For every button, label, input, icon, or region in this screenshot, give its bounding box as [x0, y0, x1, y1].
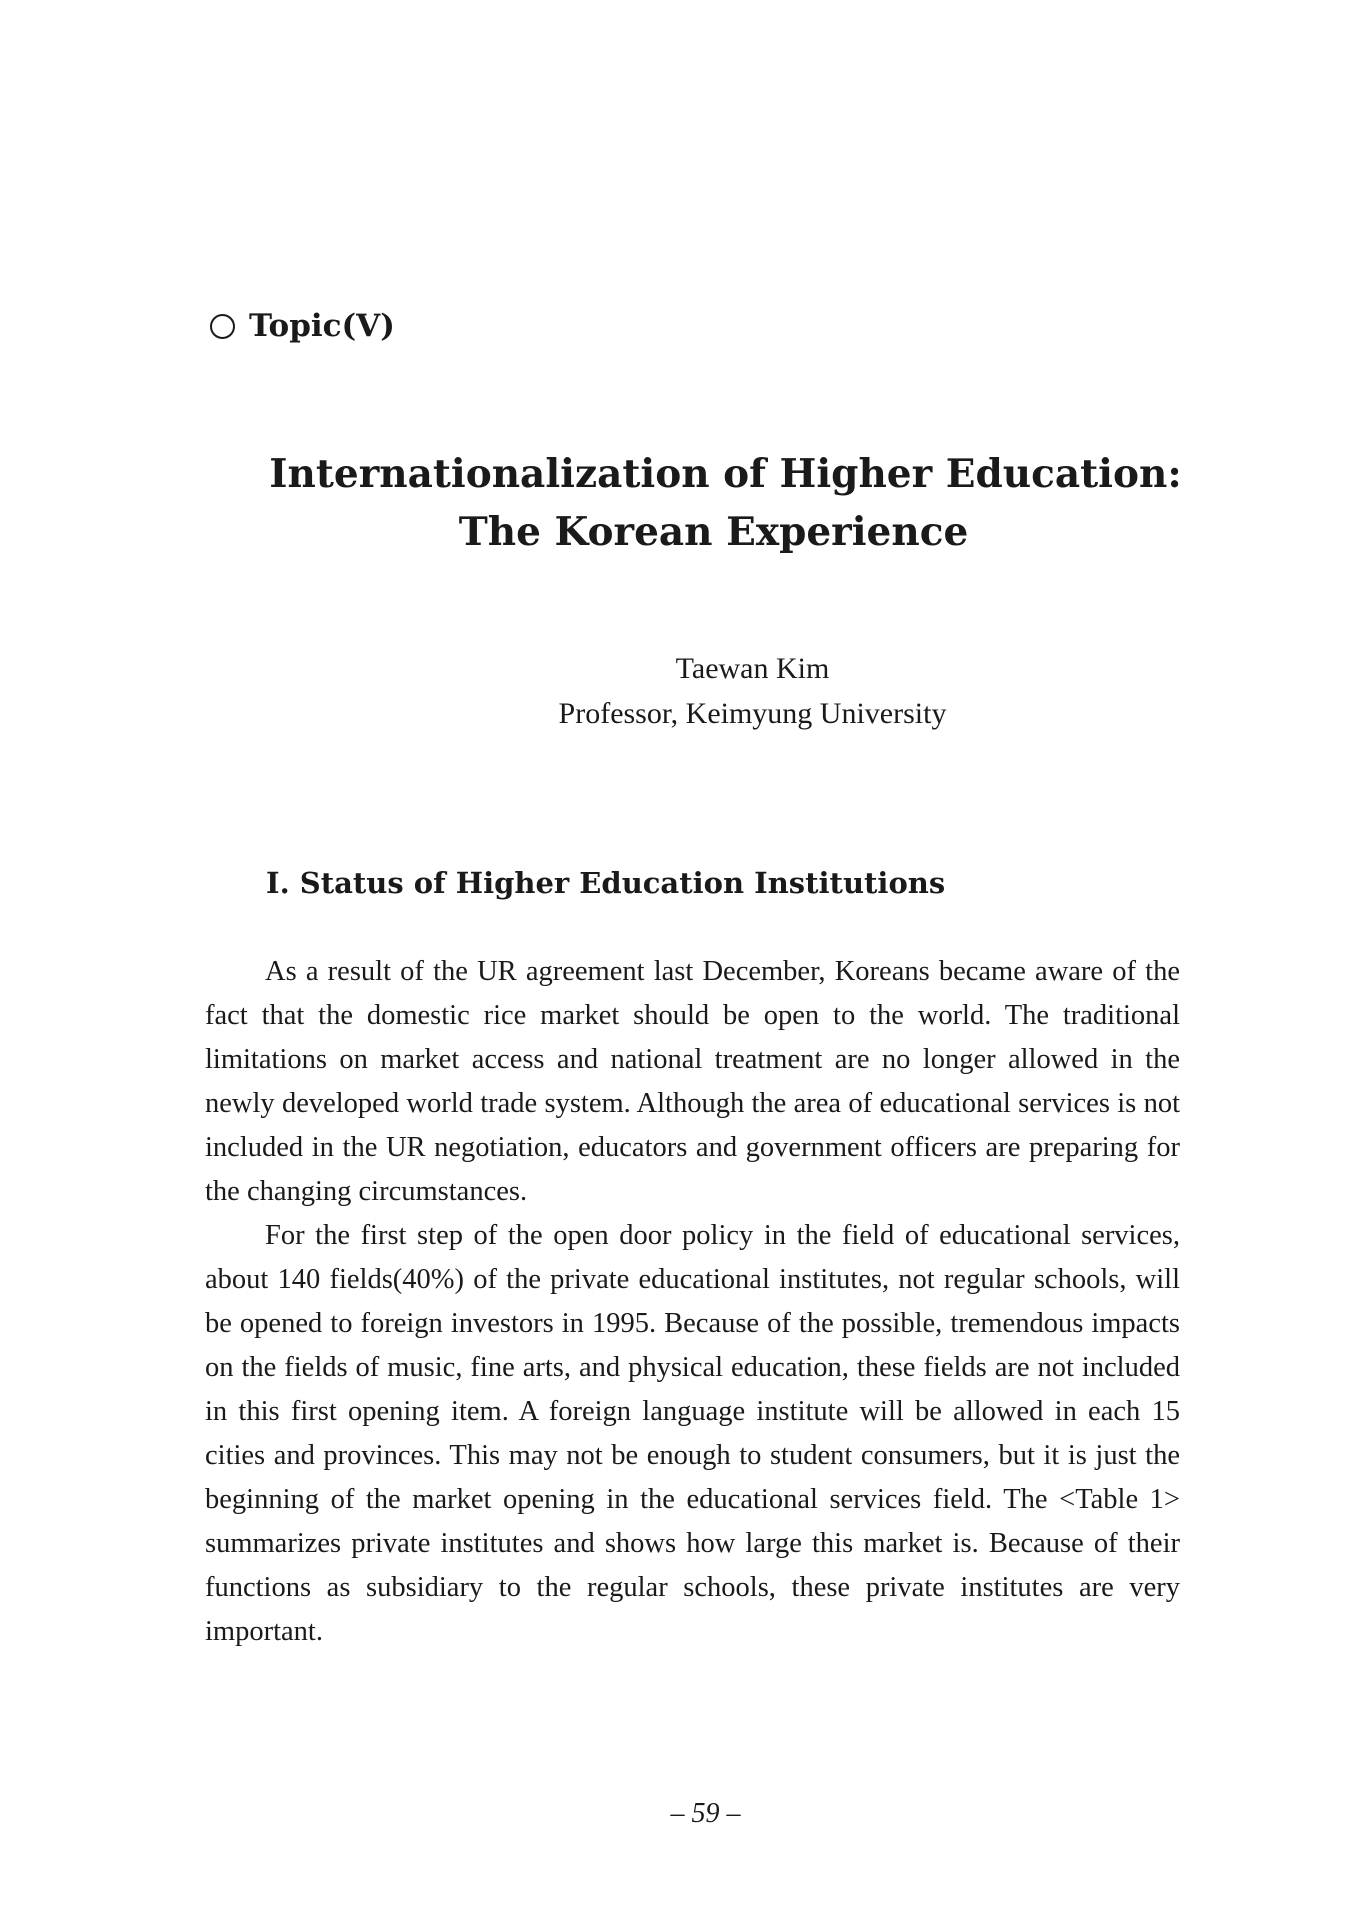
page-number: – 59 – [670, 1798, 741, 1829]
paragraph: As a result of the UR agreement last December, Koreans became aware of the fact that the domestic rice market should be open to the world. The traditional limitations on market access and national treatment are no longer allowed in the newly developed world trade system. Although the area of educational services is not included in the UR negotiation, educators and government officers are preparing for the changing circumstances. [205, 956, 1180, 1207]
circle-bullet-icon [210, 314, 235, 339]
author-affiliation: Professor, Keimyung University [558, 697, 947, 730]
body-text [205, 950, 1180, 1654]
title-line-2: The Korean Experience [458, 509, 969, 555]
paragraph: For the first step of the open door policy in the field of educational services, about 140 fields(40%) of the private educational institutes, not regular schools, will be opened to foreign investors in 1995. Because of the possible, tremendous impacts on the fields of music, fine arts, and physical education, these fields are not included in this first opening item. A foreign language institute will be allowed in each 15 cities and provinces. This may not be enough to student consumers, but it is just the beginning of the market opening in the educational services field. The <Table 1> summarizes private institutes and shows how large this market is. Because of their functions as subsidiary to the regular schools, these private institutes are very important. [205, 1220, 1180, 1647]
document-title [0, 445, 1365, 561]
author-block [0, 646, 1365, 736]
title-line-1: Internationalization of Higher Education: [269, 451, 1182, 497]
topic-label [210, 308, 395, 344]
section-heading: I. Status of Higher Education Institutions [266, 866, 946, 900]
author-name: Taewan Kim [675, 652, 830, 685]
topic-text: Topic(V) [249, 308, 395, 344]
